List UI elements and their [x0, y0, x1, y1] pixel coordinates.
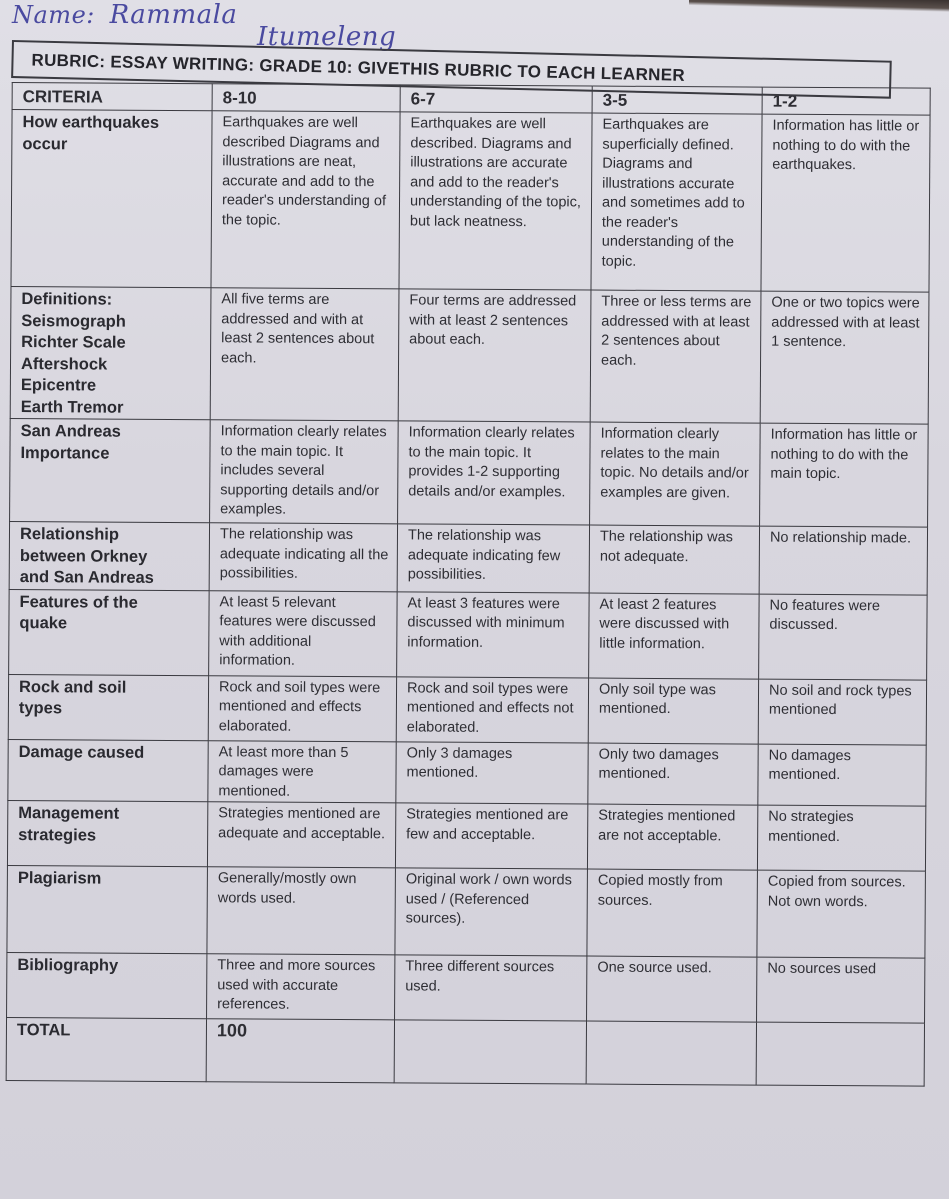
score-cell: One source used.	[587, 956, 757, 1022]
background-edge	[689, 0, 949, 12]
criteria-cell: How earthquakes occur	[11, 110, 212, 288]
table-row	[8, 739, 926, 806]
table-row	[7, 800, 925, 871]
score-cell: Three and more sources used with accurate references.	[207, 954, 395, 1020]
criteria-cell: Rock and soil types	[8, 674, 208, 740]
score-cell: Rock and soil types were mentioned and effects elaborated.	[208, 675, 396, 741]
table-row	[8, 674, 926, 745]
rubric-title: RUBRIC: ESSAY WRITING: GRADE 10: GIVETHIS RUBRIC TO EACH LEARNER	[11, 40, 892, 99]
score-cell: Three different sources used.	[395, 955, 587, 1021]
score-cell: At least 5 relevant features were discussed with additional information.	[209, 590, 398, 676]
column-header-1-2: 1-2	[762, 87, 930, 115]
score-cell: Information clearly relates to the main topic. It provides 1-2 supporting details and/or examples.	[398, 421, 591, 525]
score-cell: Copied mostly from sources.	[587, 869, 758, 957]
score-cell: The relationship was adequate indicating few possibilities.	[397, 524, 589, 593]
score-cell: Information clearly relates to the main topic. It includes several supporting details and/or examples.	[210, 420, 399, 524]
score-cell: Strategies mentioned are few and acceptable.	[395, 803, 587, 869]
score-cell: Strategies mentioned are not acceptable.	[587, 804, 757, 870]
score-cell: Only two damages mentioned.	[588, 743, 758, 806]
column-header-6-7: 6-7	[400, 85, 592, 113]
rubric	[6, 40, 930, 1087]
criteria-cell: Definitions: Seismograph Richter Scale Aftershock Epicentre Earth Tremor	[10, 286, 211, 419]
student-name	[12, 0, 397, 52]
table-row	[11, 110, 930, 293]
rubric-table	[6, 82, 931, 1087]
table-row	[9, 521, 927, 594]
score-cell: Information has little or nothing to do with the main topic.	[760, 423, 929, 527]
total-value: 100	[206, 1019, 394, 1083]
criteria-cell: Damage caused	[8, 739, 208, 802]
score-cell: Only 3 damages mentioned.	[396, 741, 588, 804]
score-cell: One or two topics were addressed with at least 1 sentence.	[760, 291, 929, 424]
score-cell: All five terms are addressed and with at least 2 sentences about each.	[210, 288, 399, 421]
total-empty-cell	[394, 1020, 586, 1084]
column-header-criteria: CRITERIA	[12, 83, 212, 111]
score-cell: Rock and soil types were mentioned and effects not elaborated.	[396, 676, 588, 742]
criteria-cell: Features of the quake	[9, 589, 210, 675]
score-cell: Three or less terms are addressed with at least 2 sentences about each.	[590, 290, 761, 423]
score-cell: Only soil type was mentioned.	[588, 678, 758, 744]
name-label: Name:	[12, 1, 95, 29]
score-cell: No sources used	[757, 957, 925, 1023]
table-row	[7, 952, 925, 1023]
column-header-8-10: 8-10	[212, 84, 400, 112]
total-empty-cell	[586, 1021, 756, 1085]
total-label: TOTAL	[6, 1017, 206, 1081]
score-cell: No relationship made.	[759, 526, 927, 595]
score-cell: The relationship was not adequate.	[589, 525, 759, 594]
name-last: Itumeleng	[257, 22, 397, 52]
score-cell: Information has little or nothing to do with the earthquakes.	[761, 114, 930, 292]
score-cell: Copied from sources. Not own words.	[757, 870, 926, 958]
criteria-cell: Management strategies	[7, 800, 207, 866]
score-cell: At least more than 5 damages were mentioned.	[208, 740, 396, 803]
score-cell: No strategies mentioned.	[757, 805, 925, 871]
score-cell: Information clearly relates to the main topic. No details and/or examples are given.	[590, 422, 761, 526]
score-cell: No features were discussed.	[759, 594, 928, 680]
score-cell: Earthquakes are well described. Diagrams and illustrations are accurate and add to the reader's understanding of the topic, but lack neatness.	[399, 112, 592, 290]
criteria-cell: Plagiarism	[7, 865, 208, 953]
table-row	[10, 418, 929, 527]
name-first: Rammala	[109, 0, 238, 30]
score-cell: No soil and rock types mentioned	[758, 679, 926, 745]
score-cell: Strategies mentioned are adequate and acceptable.	[207, 802, 395, 868]
criteria-cell: Relationship between Orkney and San Andreas	[9, 521, 209, 590]
score-cell: At least 2 features were discussed with little information.	[589, 593, 760, 679]
table-row	[9, 589, 928, 680]
score-cell: No damages mentioned.	[758, 744, 926, 807]
score-cell: Four terms are addressed with at least 2 sentences about each.	[398, 289, 591, 422]
score-cell: Generally/mostly own words used.	[207, 867, 396, 955]
table-row	[10, 286, 929, 424]
total-row	[6, 1017, 924, 1086]
score-cell: The relationship was adequate indicating all the possibilities.	[209, 523, 397, 592]
criteria-cell: San Andreas Importance	[10, 418, 211, 522]
score-cell: Earthquakes are superficially defined. Diagrams and illustrations accurate and sometimes add to the reader's understanding of the topic.	[591, 113, 762, 291]
table-row	[7, 865, 926, 958]
criteria-cell: Bibliography	[7, 952, 207, 1018]
score-cell: At least 3 features were discussed with minimum information.	[397, 591, 590, 677]
score-cell: Earthquakes are well described Diagrams and illustrations are neat, accurate and add to the reader's understanding of the topic.	[211, 111, 400, 289]
score-cell: Original work / own words used / (Referenced sources).	[395, 868, 588, 956]
total-empty-cell	[756, 1022, 924, 1086]
column-header-3-5: 3-5	[592, 86, 762, 114]
